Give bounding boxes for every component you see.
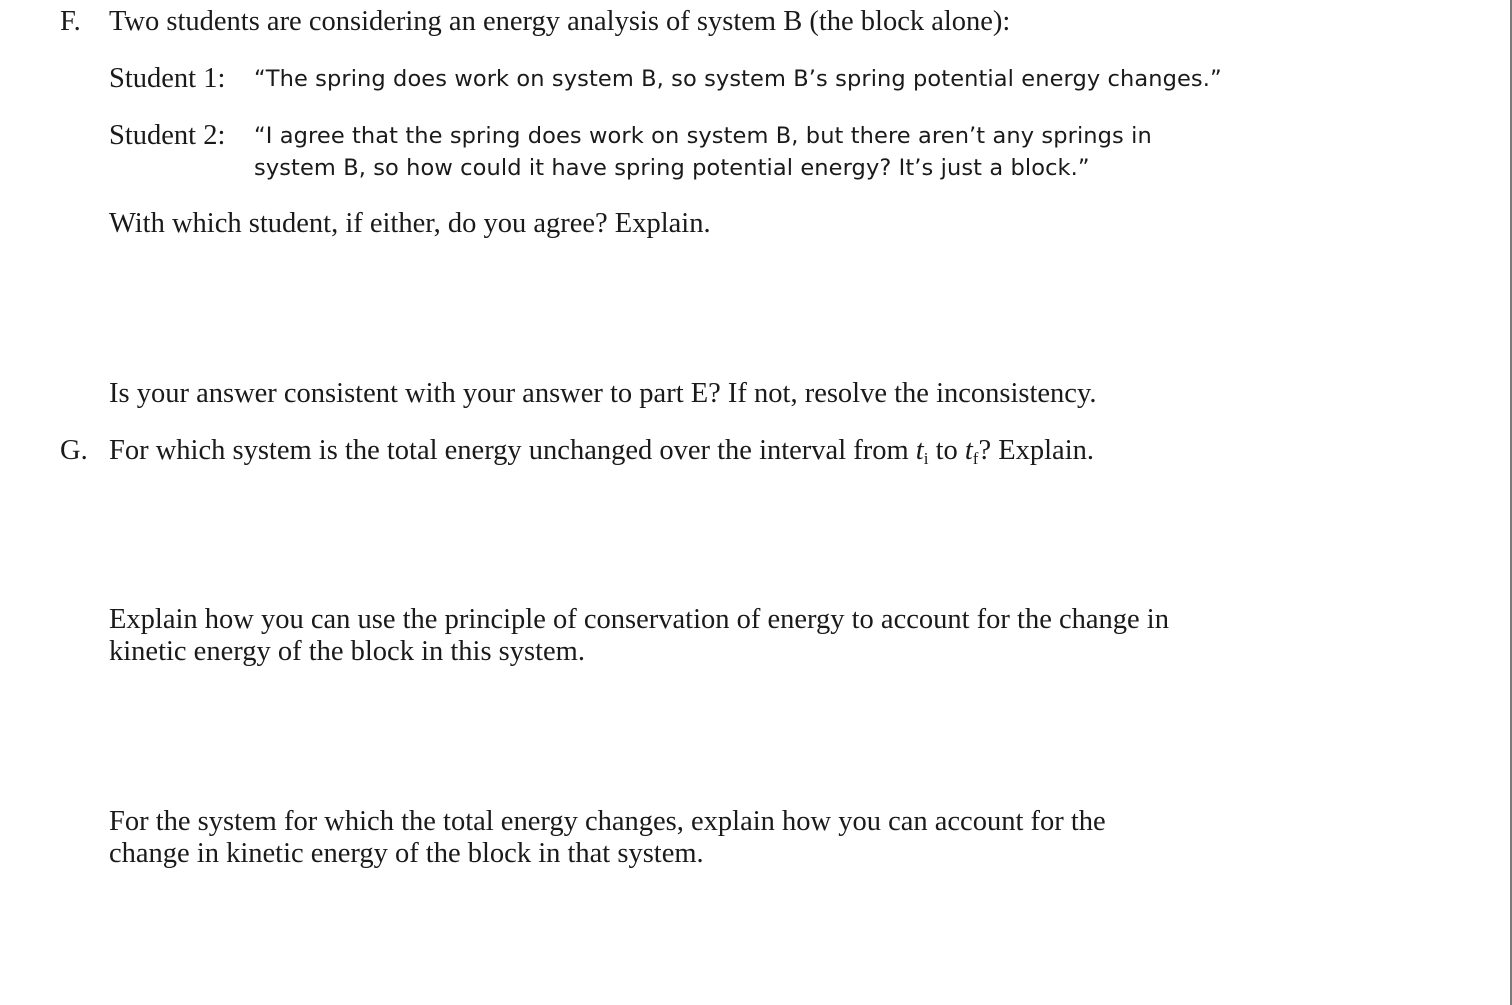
part-g-explain-line-1: Explain how you can use the principle of conservation of energy to account for the change in	[109, 604, 1169, 635]
part-f-intro: Two students are considering an energy analysis of system B (the block alone):	[109, 6, 1011, 37]
part-g-final-line-2: change in kinetic energy of the block in that system.	[109, 838, 704, 869]
part-g-final-line-1: For the system for which the total energy changes, explain how you can account for the	[109, 806, 1106, 837]
student-2-label: Student 2:	[109, 120, 226, 151]
part-g-explain-line-2: kinetic energy of the block in this system.	[109, 636, 585, 667]
part-g-explain	[109, 604, 1169, 668]
student-2-quote-line-1: “I agree that the spring does work on system B, but there aren’t any springs in	[254, 123, 1152, 149]
student-1-quote	[254, 63, 1222, 95]
student-1-quote-text: “The spring does work on system B, so system B’s spring potential energy changes.”	[254, 66, 1222, 92]
t-final-subscript: f	[972, 449, 979, 468]
part-f-followup: Is your answer consistent with your answer to part E? If not, resolve the inconsistency.	[109, 378, 1097, 409]
part-g-to-word: to	[928, 435, 965, 466]
part-f-letter: F.	[60, 6, 81, 37]
part-g-final	[109, 806, 1106, 870]
part-g-letter: G.	[60, 435, 88, 466]
part-g-question-end: ? Explain.	[978, 435, 1094, 466]
part-g-question-start: For which system is the total energy unchanged over the interval from	[109, 435, 916, 466]
student-2-quote	[254, 120, 1152, 184]
student-1-label: Student 1:	[109, 63, 226, 94]
t-final-var: t	[964, 435, 973, 466]
t-initial-subscript: i	[923, 449, 929, 468]
student-2-quote-line-2: system B, so how could it have spring potential energy? It’s just a block.”	[254, 155, 1090, 181]
t-initial-var: t	[915, 435, 924, 466]
part-f-question: With which student, if either, do you agree? Explain.	[109, 208, 711, 239]
part-g-question	[109, 434, 1094, 467]
